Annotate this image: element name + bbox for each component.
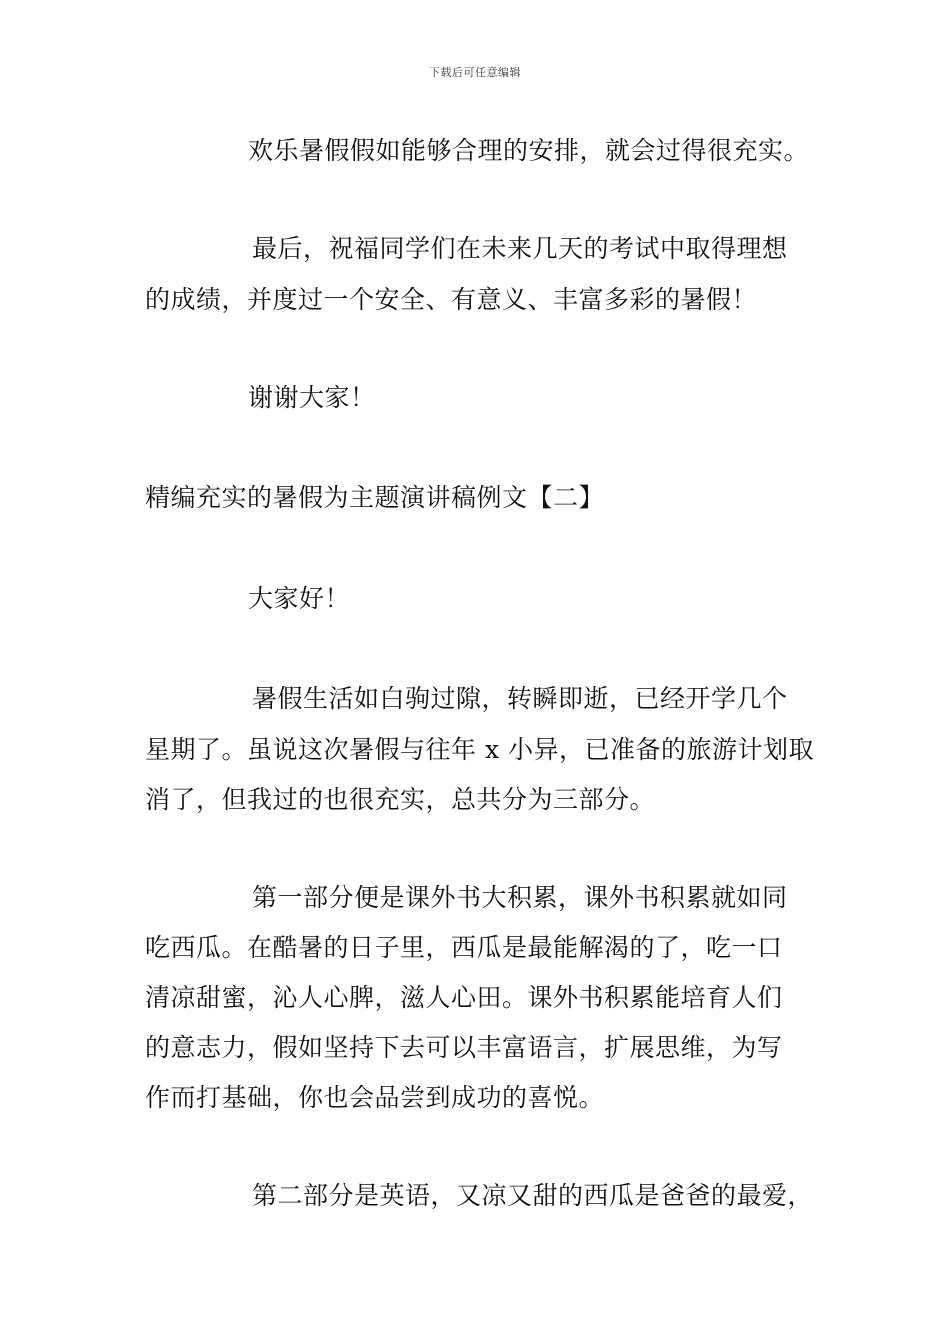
paragraph-7-line-1: 第二部分是英语，又凉又甜的西瓜是爸爸的最爱， bbox=[252, 1181, 814, 1210]
paragraph-6-line-5: 作而打基础，你也会品尝到成功的喜悦。 bbox=[145, 1083, 605, 1112]
paragraph-4-line-1: 大家好！ bbox=[248, 584, 351, 613]
paragraph-6-line-2: 吃西瓜。在酷暑的日子里，西瓜是最能解渴的了，吃一口 bbox=[145, 933, 783, 962]
paragraph-6-line-1: 第一部分便是课外书大积累，课外书积累就如同 bbox=[252, 883, 788, 912]
section-heading: 精编充实的暑假为主题演讲稿例文【二】 bbox=[145, 483, 605, 512]
paragraph-2-line-1: 最后，祝福同学们在未来几天的考试中取得理想 bbox=[252, 234, 788, 263]
paragraph-3-line-1: 谢谢大家！ bbox=[248, 383, 376, 412]
paragraph-1-line-1: 欢乐暑假假如能够合理的安排，就会过得很充实。 bbox=[248, 136, 810, 165]
paragraph-5-line-2: 星期了。虽说这次暑假与往年 x 小异，已准备的旅游计划取 bbox=[145, 735, 814, 764]
page-header: 下载后可任意编辑 bbox=[429, 66, 521, 79]
paragraph-6-line-3: 清凉甜蜜，沁人心脾，滋人心田。课外书积累能培育人们 bbox=[145, 983, 783, 1012]
paragraph-6-line-4: 的意志力，假如坚持下去可以丰富语言，扩展思维，为写 bbox=[145, 1033, 783, 1062]
paragraph-5-line-3: 消了，但我过的也很充实，总共分为三部分。 bbox=[145, 785, 656, 814]
paragraph-5-line-1: 暑假生活如白驹过隙，转瞬即逝，已经开学几个 bbox=[252, 684, 788, 713]
paragraph-2-line-2: 的成绩，并度过一个安全、有意义、丰富多彩的暑假！ bbox=[145, 285, 758, 314]
